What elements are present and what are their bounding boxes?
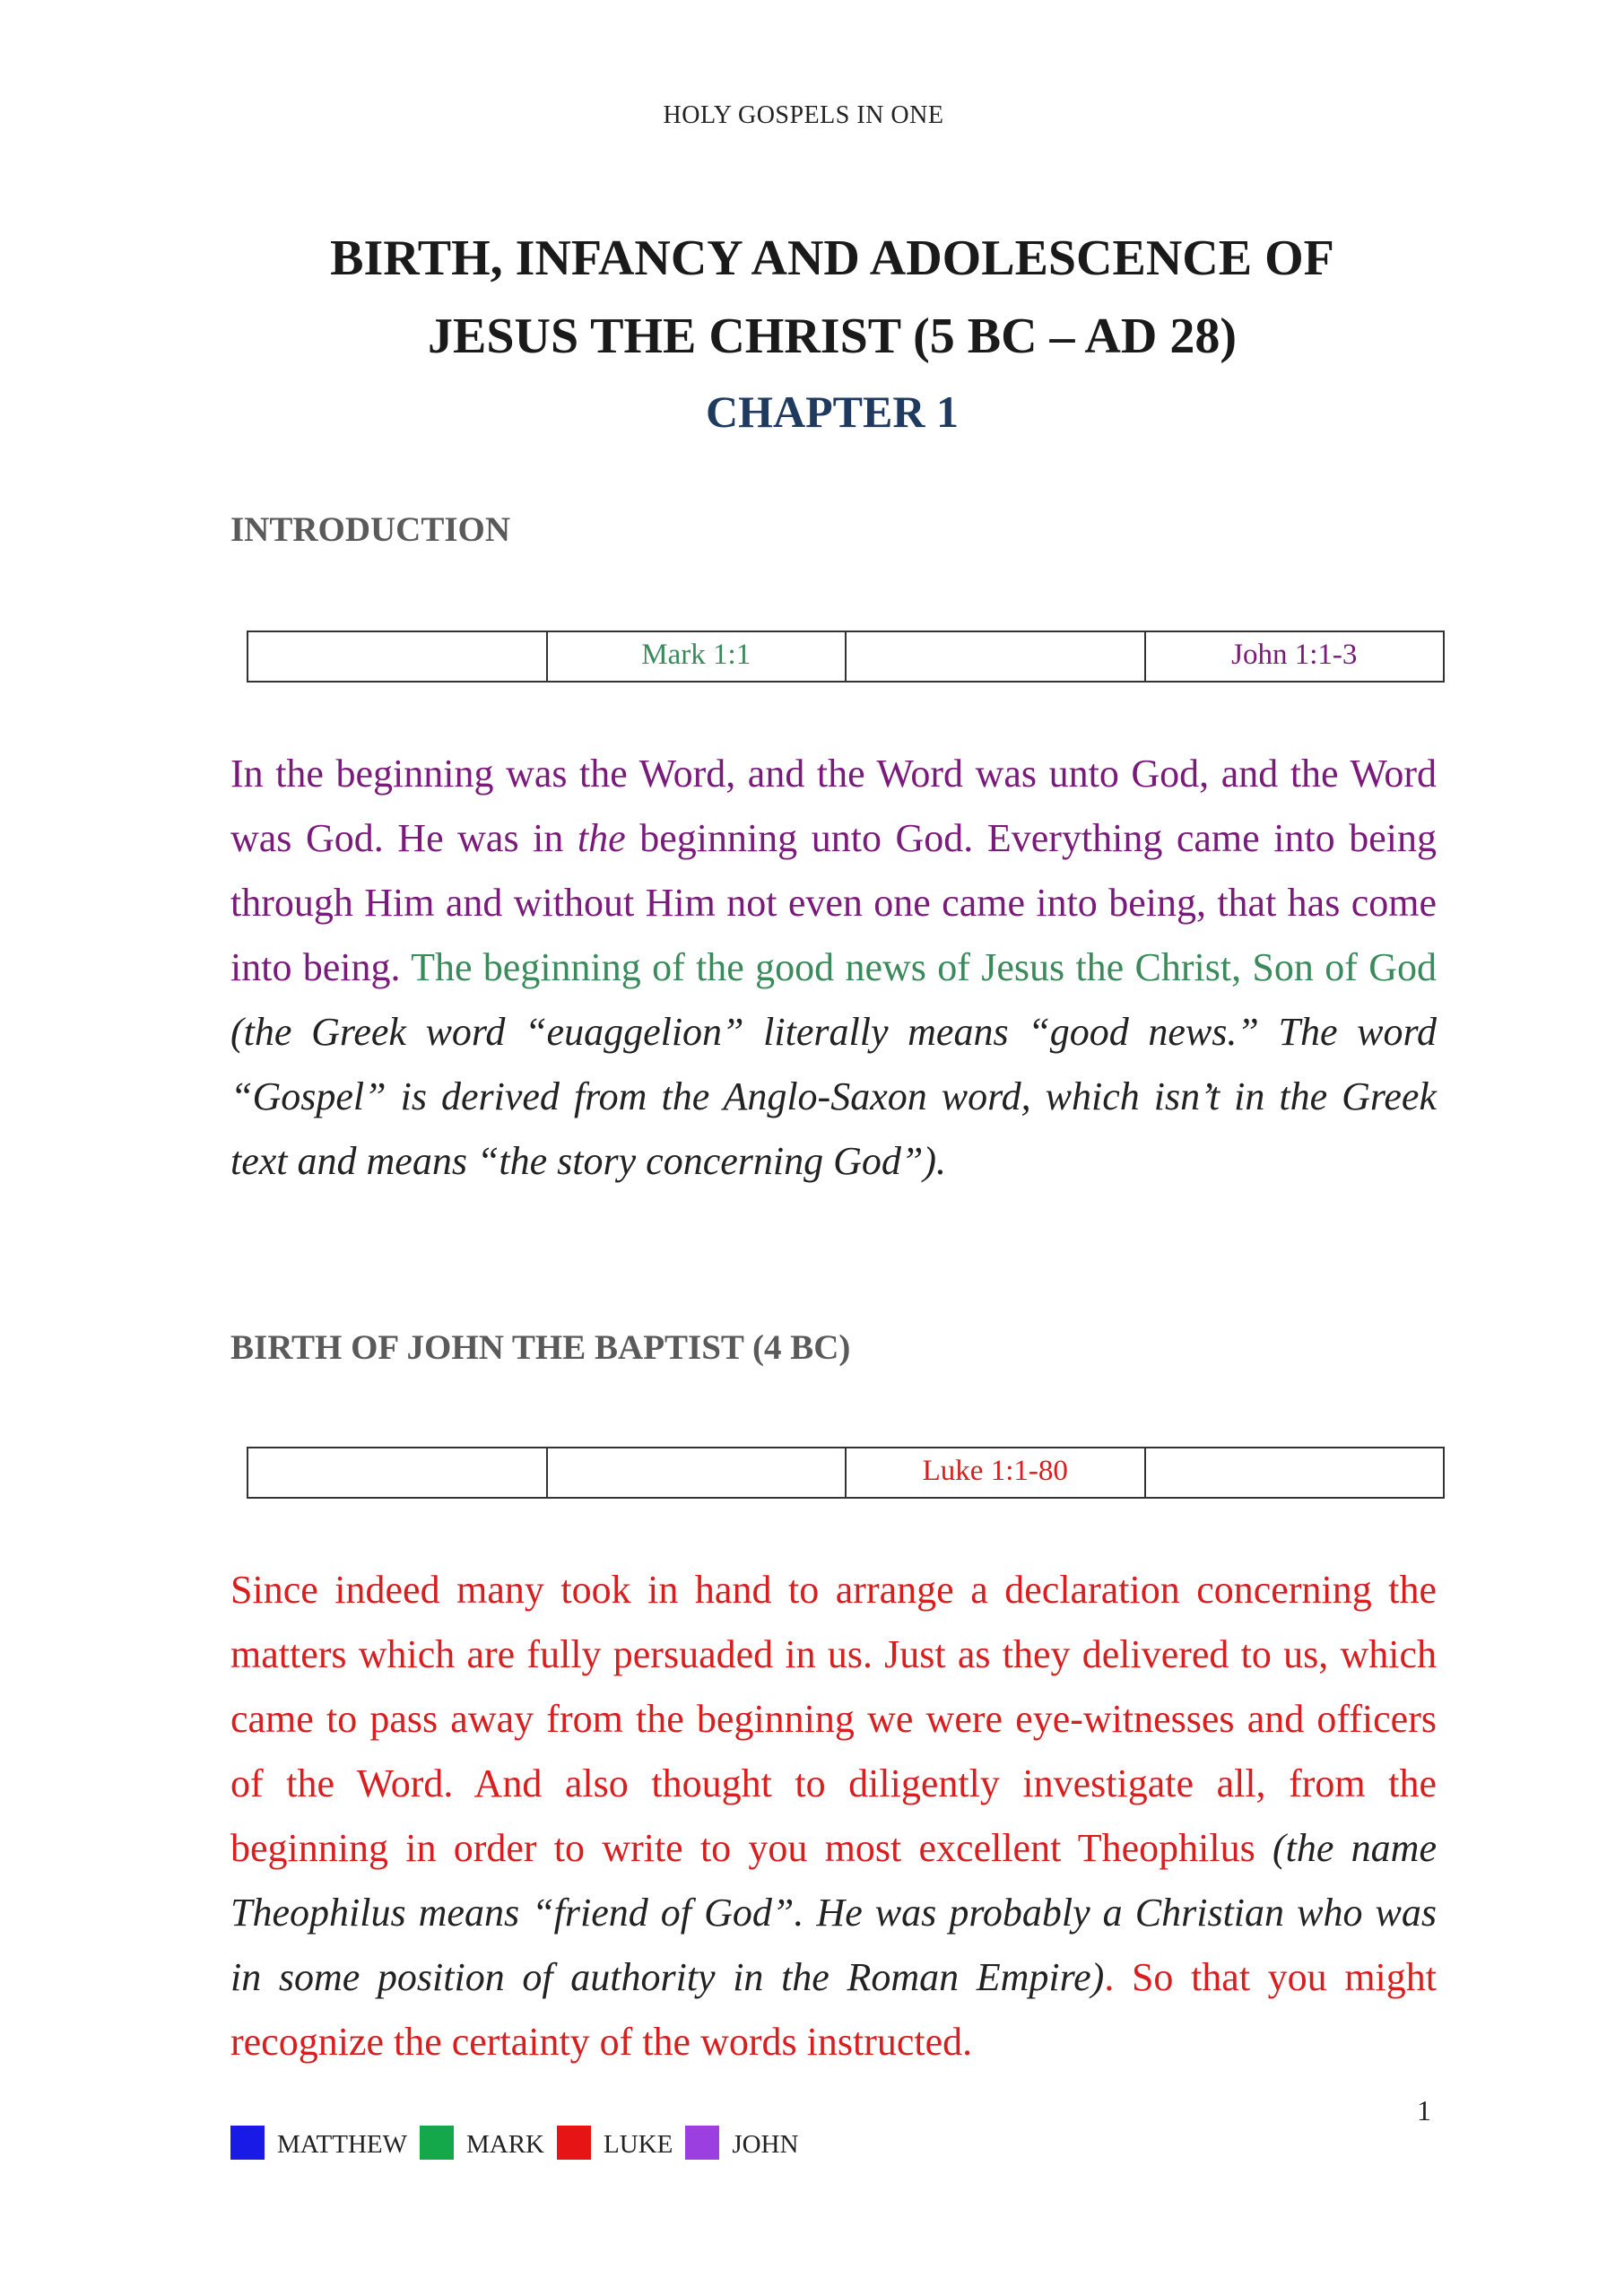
ref-cell-luke: Luke 1:1-80 — [845, 1448, 1144, 1497]
ref-cell-matthew — [248, 1448, 546, 1497]
running-header: HOLY GOSPELS IN ONE — [663, 101, 944, 129]
birth-of-john-paragraph — [230, 1558, 1437, 2074]
john-text: In the beginning was the Word, and the Word was unto God, and the Word was God. He was in — [230, 752, 1437, 860]
legend-item-matthew — [230, 2126, 407, 2160]
mark-color-swatch — [420, 2126, 454, 2160]
legend-label-mark: MARK — [465, 2130, 544, 2159]
john-text-cont: beginning unto God. Everything came into being through Him and without Him not even one came into being, that has come into being. — [230, 816, 1437, 989]
ref-cell-luke — [845, 632, 1144, 681]
ref-cell-john: John 1:1-3 — [1144, 632, 1444, 681]
commentary-note: (the name Theophilus means “friend of God”. He was probably a Christian who was in some position of authority in the Roman Empire) — [230, 1826, 1437, 1999]
legend-item-john — [685, 2126, 798, 2160]
page-title-line-1: BIRTH, INFANCY AND ADOLESCENCE OF — [330, 230, 1334, 286]
commentary-note: (the Greek word “euaggelion” literally means “good news.” The word “Gospel” is derived from the Anglo-Saxon word, which isn’t in the Greek text and means “the story concerning God”). — [230, 1010, 1437, 1183]
page-title-line-2: JESUS THE CHRIST (5 BC – AD 28) — [428, 309, 1237, 364]
john-color-swatch — [685, 2126, 719, 2160]
gospel-reference-table — [247, 631, 1445, 683]
legend-item-luke — [557, 2126, 673, 2160]
mark-text: The beginning of the good news of Jesus the Christ, Son of God — [411, 945, 1437, 989]
section-heading-introduction: INTRODUCTION — [230, 510, 511, 549]
gospel-reference-table — [247, 1447, 1445, 1499]
ref-cell-mark: Mark 1:1 — [546, 632, 846, 681]
section-heading-birth-of-john: BIRTH OF JOHN THE BAPTIST (4 BC) — [230, 1328, 851, 1367]
john-text-italic: the — [577, 816, 626, 860]
legend-label-luke: LUKE — [604, 2130, 673, 2159]
ref-cell-john — [1144, 1448, 1444, 1497]
ref-cell-mark — [546, 1448, 846, 1497]
page-number: 1 — [1417, 2094, 1431, 2126]
luke-color-swatch — [557, 2126, 591, 2160]
introduction-paragraph — [230, 742, 1437, 1194]
luke-text: Since indeed many took in hand to arrange a declaration concerning the matters which are fully persuaded in us. Just as they delivered to us, which came to pass away from the beginning we were eye-witnesses and officers of the Word. And also thought to diligently investigate all, from the beginning in order to write to you most excellent Theophilus — [230, 1568, 1437, 1870]
ref-cell-matthew — [248, 632, 546, 681]
luke-text-cont: . So that you might recognize the certainty of the words instructed. — [230, 1955, 1437, 2064]
chapter-heading: CHAPTER 1 — [706, 387, 959, 437]
legend-label-matthew: MATTHEW — [277, 2130, 407, 2159]
matthew-color-swatch — [230, 2126, 265, 2160]
legend-item-mark — [420, 2126, 544, 2160]
gospel-color-legend — [230, 2126, 798, 2160]
legend-label-john: JOHN — [732, 2130, 799, 2159]
